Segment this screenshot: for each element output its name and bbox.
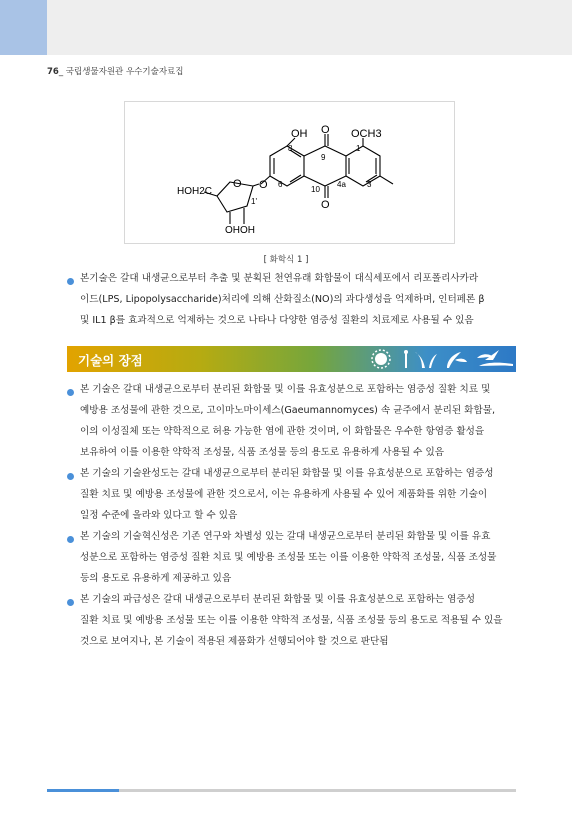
section-header-bar <box>67 346 516 372</box>
label-och3: OCH3 <box>351 128 382 140</box>
bullet-line: 성분으로 포함하는 염증성 질환 치료 및 예방용 조성물 또는 이를 이용한 약학적 조성물, 식품 조성물 <box>80 552 497 563</box>
label-o-ring: O <box>233 178 242 190</box>
chemical-structure-figure <box>124 101 455 244</box>
label-hoh2c: HOH2C <box>177 186 213 197</box>
bullet-line: 본 기술은 갈대 내생균으로부터 분리된 화합물 및 이를 유효성분으로 포함하는 염증성 질환 치료 및 <box>80 384 491 395</box>
top-accent-block <box>0 0 47 55</box>
label-ohoh: OHOH <box>225 225 255 236</box>
footer-bar <box>119 789 516 792</box>
intro-paragraph <box>80 268 516 331</box>
bullet-paragraph-1 <box>80 379 516 463</box>
bullet-line: 이의 이성질체 또는 약학적으로 허용 가능한 염에 관한 것이며, 이 화합물은 우수한 항염증 활성을 <box>80 426 485 437</box>
header-title: _ 국립생물자원관 우수기술자료집 <box>58 67 184 77</box>
label-n1: 1 <box>356 144 361 153</box>
bullet-paragraph-3 <box>80 526 516 589</box>
label-n8: 8 <box>288 144 293 153</box>
figure-caption: [ 화학식 1 ] <box>263 255 309 265</box>
bullet-dot <box>67 389 74 396</box>
page-header <box>47 65 183 77</box>
bullet-dot <box>67 536 74 543</box>
bullet-line: 본 기술의 기술혁신성은 기존 연구와 차별성 있는 갈대 내생균으로부터 분리된 화합물 및 이를 유효 <box>80 531 491 542</box>
label-o-link: O <box>259 179 268 191</box>
nature-decoration-icon <box>367 346 516 372</box>
bullet-line: 보유하여 이를 이용한 약학적 조성물, 식품 조성물 등의 용도로 유용하게 사용될 수 있음 <box>80 447 445 458</box>
bullet-line: 본 기술의 파급성은 갈대 내생균으로부터 분리된 화합물 및 이를 유효성분으로 포함하는 염증성 <box>80 594 475 605</box>
bullet-line: 것으로 보여지나, 본 기술이 적용된 제품화가 선행되어야 할 것으로 판단됨 <box>80 636 389 647</box>
footer-bar-accent <box>47 789 119 792</box>
top-band <box>0 0 572 55</box>
bullet-line: 일정 수준에 올라와 있다고 할 수 있음 <box>80 510 238 521</box>
label-n9: 9 <box>321 153 326 162</box>
bullet-line: 등의 용도로 유용하게 제공하고 있음 <box>80 573 232 584</box>
intro-bullet-dot <box>67 278 74 285</box>
label-n3: 3 <box>367 180 372 189</box>
label-n10: 10 <box>311 185 320 194</box>
intro-line: 이드(LPS, Lipopolysaccharide)처리에 의해 산화질소(NO)의 과다생성을 억제하며, 인터페론 β <box>80 294 485 305</box>
bullet-line: 질환 치료 및 예방용 조성물에 관한 것으로서, 이는 유용하게 사용될 수 있어 제품화를 위한 기술이 <box>80 489 488 500</box>
bullet-dot <box>67 599 74 606</box>
label-n4a: 4a <box>337 180 346 189</box>
bullet-dot <box>67 473 74 480</box>
label-o-bottom: O <box>321 199 330 211</box>
bullet-line: 본 기술의 기술완성도는 갈대 내생균으로부터 분리된 화합물 및 이를 유효성분으로 포함하는 염증성 <box>80 468 494 479</box>
intro-line: 및 IL1 β를 효과적으로 억제하는 것으로 나타나 다양한 염증성 질환의 치료제로 사용될 수 있음 <box>80 315 474 326</box>
intro-line: 본기술은 갈대 내생균으로부터 추출 및 분획된 천연유래 화합물이 대식세포에서 리포폴리사카라 <box>80 273 479 284</box>
bullet-paragraph-4 <box>80 589 516 652</box>
label-o-top: O <box>321 124 330 136</box>
label-n1p: 1' <box>251 197 257 206</box>
label-oh-top: OH <box>291 128 308 140</box>
bullet-line: 질환 치료 및 예방용 조성물 또는 이를 이용한 약학적 조성물, 식품 조성물 등의 용도로 적용될 수 있을 <box>80 615 503 626</box>
section-title: 기술의 장점 <box>78 353 143 368</box>
bullet-line: 예방용 조성물에 관한 것으로, 고이마노마이세스(Gaeumannomyces) 속 균주에서 분리된 화합물, <box>80 405 496 416</box>
label-n6: 6 <box>278 180 283 189</box>
page-number: 76 <box>47 67 59 77</box>
bullet-paragraph-2 <box>80 463 516 526</box>
chemical-structure-drawing <box>125 102 454 243</box>
